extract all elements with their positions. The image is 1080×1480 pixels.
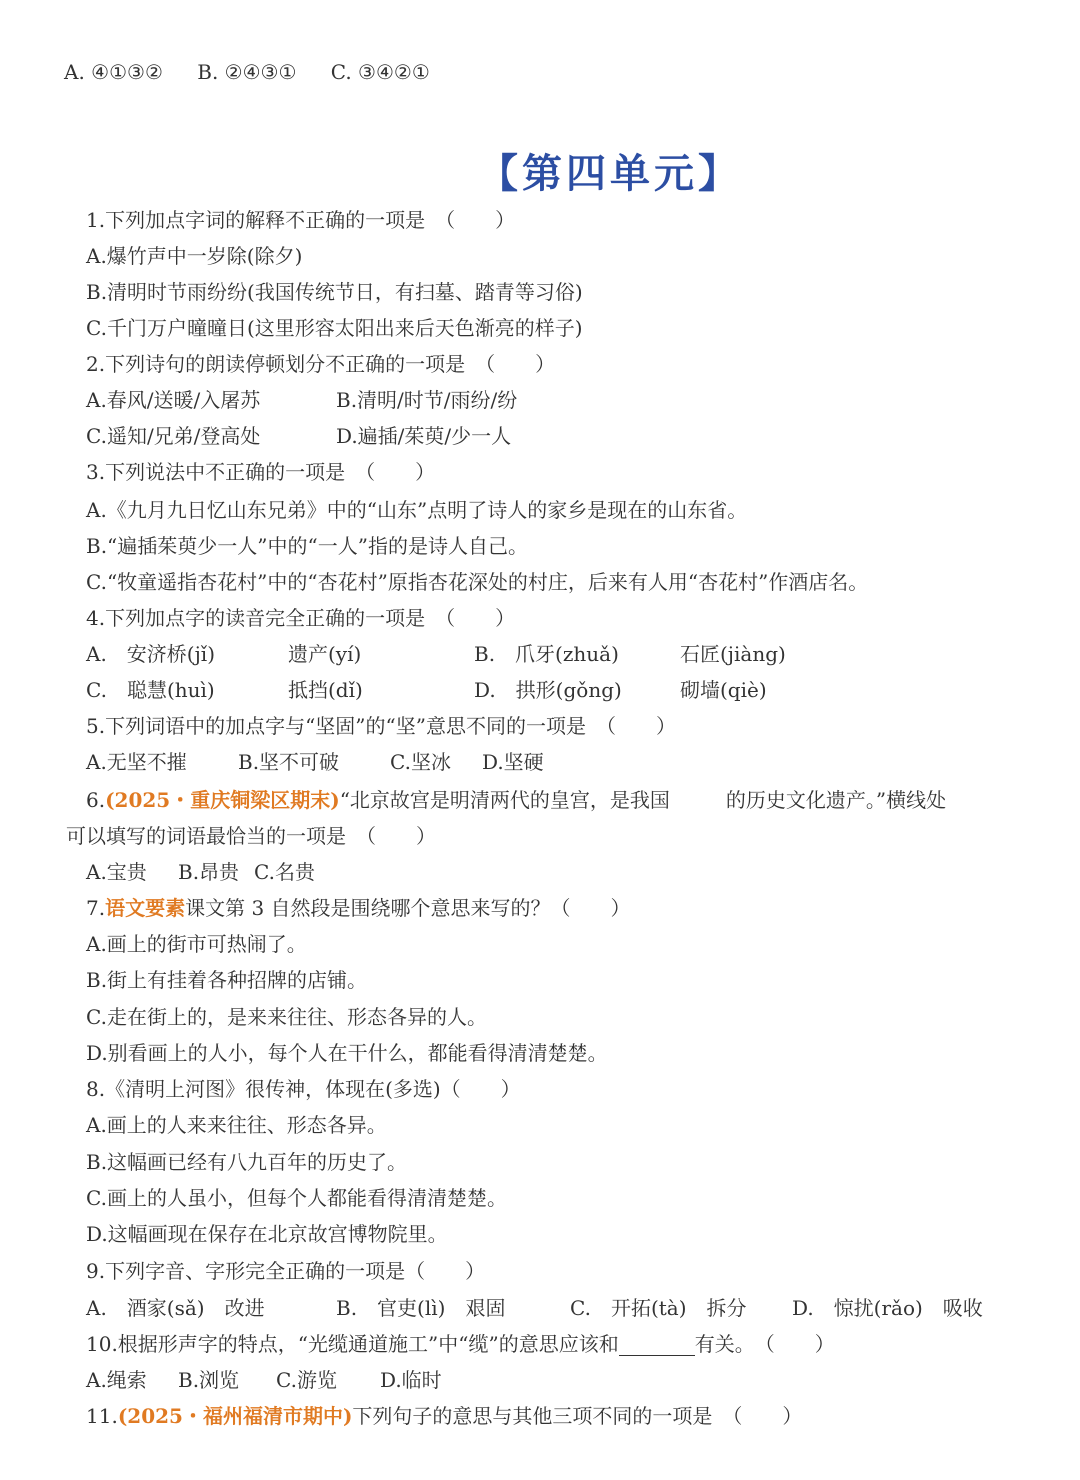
question-6-stem-line2: 可以填写的词语最恰当的一项是 （ ） [66, 824, 436, 848]
question-4-option-b2: 石匠(jiàng) [680, 642, 786, 666]
previous-question-options [64, 58, 458, 86]
answer-blank[interactable] [619, 1335, 695, 1356]
question-10-option-a: A.绳索 [86, 1368, 147, 1392]
question-1-option-c: C.千门万户曈曈日(这里形容太阳出来后天色渐亮的样子) [86, 316, 583, 340]
question-7-option-d: D.别看画上的人小，每个人在干什么，都能看得清清楚楚。 [86, 1041, 608, 1065]
question-11-stem [86, 1402, 802, 1430]
option-c: C. ③④②① [330, 60, 430, 84]
question-5-option-a: A.无坚不摧 [86, 750, 187, 774]
question-2-option-d: D.遍插/茱萸/少一人 [336, 424, 512, 448]
question-1-stem: 1.下列加点字词的解释不正确的一项是 （ ） [86, 208, 516, 232]
stem-text: 课文第 3 自然段是围绕哪个意思来写的？（ ） [185, 896, 631, 920]
stem-part1: “北京故宫是明清两代的皇宫，是我国 [339, 788, 670, 812]
question-6-option-c: C.名贵 [254, 860, 315, 884]
question-source: (2025・福州福清市期中) [117, 1404, 353, 1428]
question-8-stem: 8.《清明上河图》很传神，体现在(多选)（ ） [86, 1077, 521, 1101]
question-9-option-d: D. 惊扰(rǎo) 吸收 [792, 1296, 983, 1320]
question-5-option-c: C.坚冰 [390, 750, 451, 774]
question-4-option-a2: 遗产(yí) [288, 642, 362, 666]
question-4-stem: 4.下列加点字的读音完全正确的一项是 （ ） [86, 606, 516, 630]
question-9-option-c: C. 开拓(tà) 拆分 [570, 1296, 747, 1320]
question-7-option-b: B.街上有挂着各种招牌的店铺。 [86, 968, 368, 992]
question-5-option-b: B.坚不可破 [238, 750, 340, 774]
option-b: B. ②④③① [197, 60, 297, 84]
question-2-stem: 2.下列诗句的朗读停顿划分不正确的一项是 （ ） [86, 352, 556, 376]
question-3-option-b: B.“遍插茱萸少一人”中的“一人”指的是诗人自己。 [86, 534, 528, 558]
question-4-option-c1: C. 聪慧(huì) [86, 678, 215, 702]
question-number: 6. [86, 788, 106, 812]
question-2-option-c: C.遥知/兄弟/登高处 [86, 424, 261, 448]
question-5-stem: 5.下列词语中的加点字与“坚固”的“坚”意思不同的一项是 （ ） [86, 714, 676, 738]
question-10-stem [86, 1330, 835, 1358]
question-source: 语文要素 [105, 896, 186, 920]
question-8-option-c: C.画上的人虽小，但每个人都能看得清清楚楚。 [86, 1186, 507, 1210]
question-6-stem [86, 786, 946, 814]
question-2-option-a: A.春风/送暖/入屠苏 [86, 388, 261, 412]
question-3-option-a: A.《九月九日忆山东兄弟》中的“山东”点明了诗人的家乡是现在的山东省。 [86, 498, 748, 522]
question-2-option-b: B.清明/时节/雨纷/纷 [336, 388, 518, 412]
question-number: 11. [86, 1404, 118, 1428]
question-7-option-a: A.画上的街市可热闹了。 [86, 932, 307, 956]
question-9-stem: 9.下列字音、字形完全正确的一项是（ ） [86, 1259, 486, 1283]
question-1-option-a: A.爆竹声中一岁除(除夕) [86, 244, 303, 268]
question-7-option-c: C.走在街上的，是来来往往、形态各异的人。 [86, 1005, 487, 1029]
question-4-option-a1: A. 安济桥(jǐ) [86, 642, 216, 666]
question-4-option-c2: 抵挡(dǐ) [288, 678, 363, 702]
question-source: (2025・重庆铜梁区期末) [105, 788, 340, 812]
question-7-stem [86, 894, 631, 922]
question-1-option-b: B.清明时节雨纷纷(我国传统节日，有扫墓、踏青等习俗) [86, 280, 583, 304]
stem-text: 下列句子的意思与其他三项不同的一项是 （ ） [352, 1404, 803, 1428]
option-a: A. ④①③② [64, 60, 163, 84]
question-6-option-b: B.昂贵 [178, 860, 240, 884]
question-number: 7. [86, 896, 106, 920]
stem-part2: 有关。 （ ） [694, 1332, 835, 1356]
question-8-option-d: D.这幅画现在保存在北京故宫博物院里。 [86, 1222, 448, 1246]
question-10-option-d: D.临时 [380, 1368, 442, 1392]
question-4-option-d1: D. 拱形(gǒng) [474, 678, 622, 702]
question-3-stem: 3.下列说法中不正确的一项是 （ ） [86, 460, 436, 484]
question-3-option-c: C.“牧童遥指杏花村”中的“杏花村”原指杏花深处的村庄，后来有人用“杏花村”作酒店名。 [86, 570, 869, 594]
question-9-option-b: B. 官吏(lì) 艰固 [336, 1296, 506, 1320]
question-5-option-d: D.坚硬 [482, 750, 544, 774]
question-8-option-b: B.这幅画已经有八九百年的历史了。 [86, 1150, 408, 1174]
stem-part2: 的历史文化遗产。”横线处 [725, 788, 947, 812]
question-10-option-c: C.游览 [276, 1368, 337, 1392]
question-4-option-b1: B. 爪牙(zhuǎ) [474, 642, 619, 666]
stem-part1: 10.根据形声字的特点，“光缆通道施工”中“缆”的意思应该和 [86, 1332, 619, 1356]
question-9-option-a: A. 酒家(sǎ) 改进 [86, 1296, 265, 1320]
question-4-option-d2: 砌墙(qiè) [680, 678, 767, 702]
question-8-option-a: A.画上的人来来往往、形态各异。 [86, 1113, 387, 1137]
section-title: 【第四单元】 [478, 151, 742, 197]
question-6-option-a: A.宝贵 [86, 860, 147, 884]
question-10-option-b: B.浏览 [178, 1368, 240, 1392]
